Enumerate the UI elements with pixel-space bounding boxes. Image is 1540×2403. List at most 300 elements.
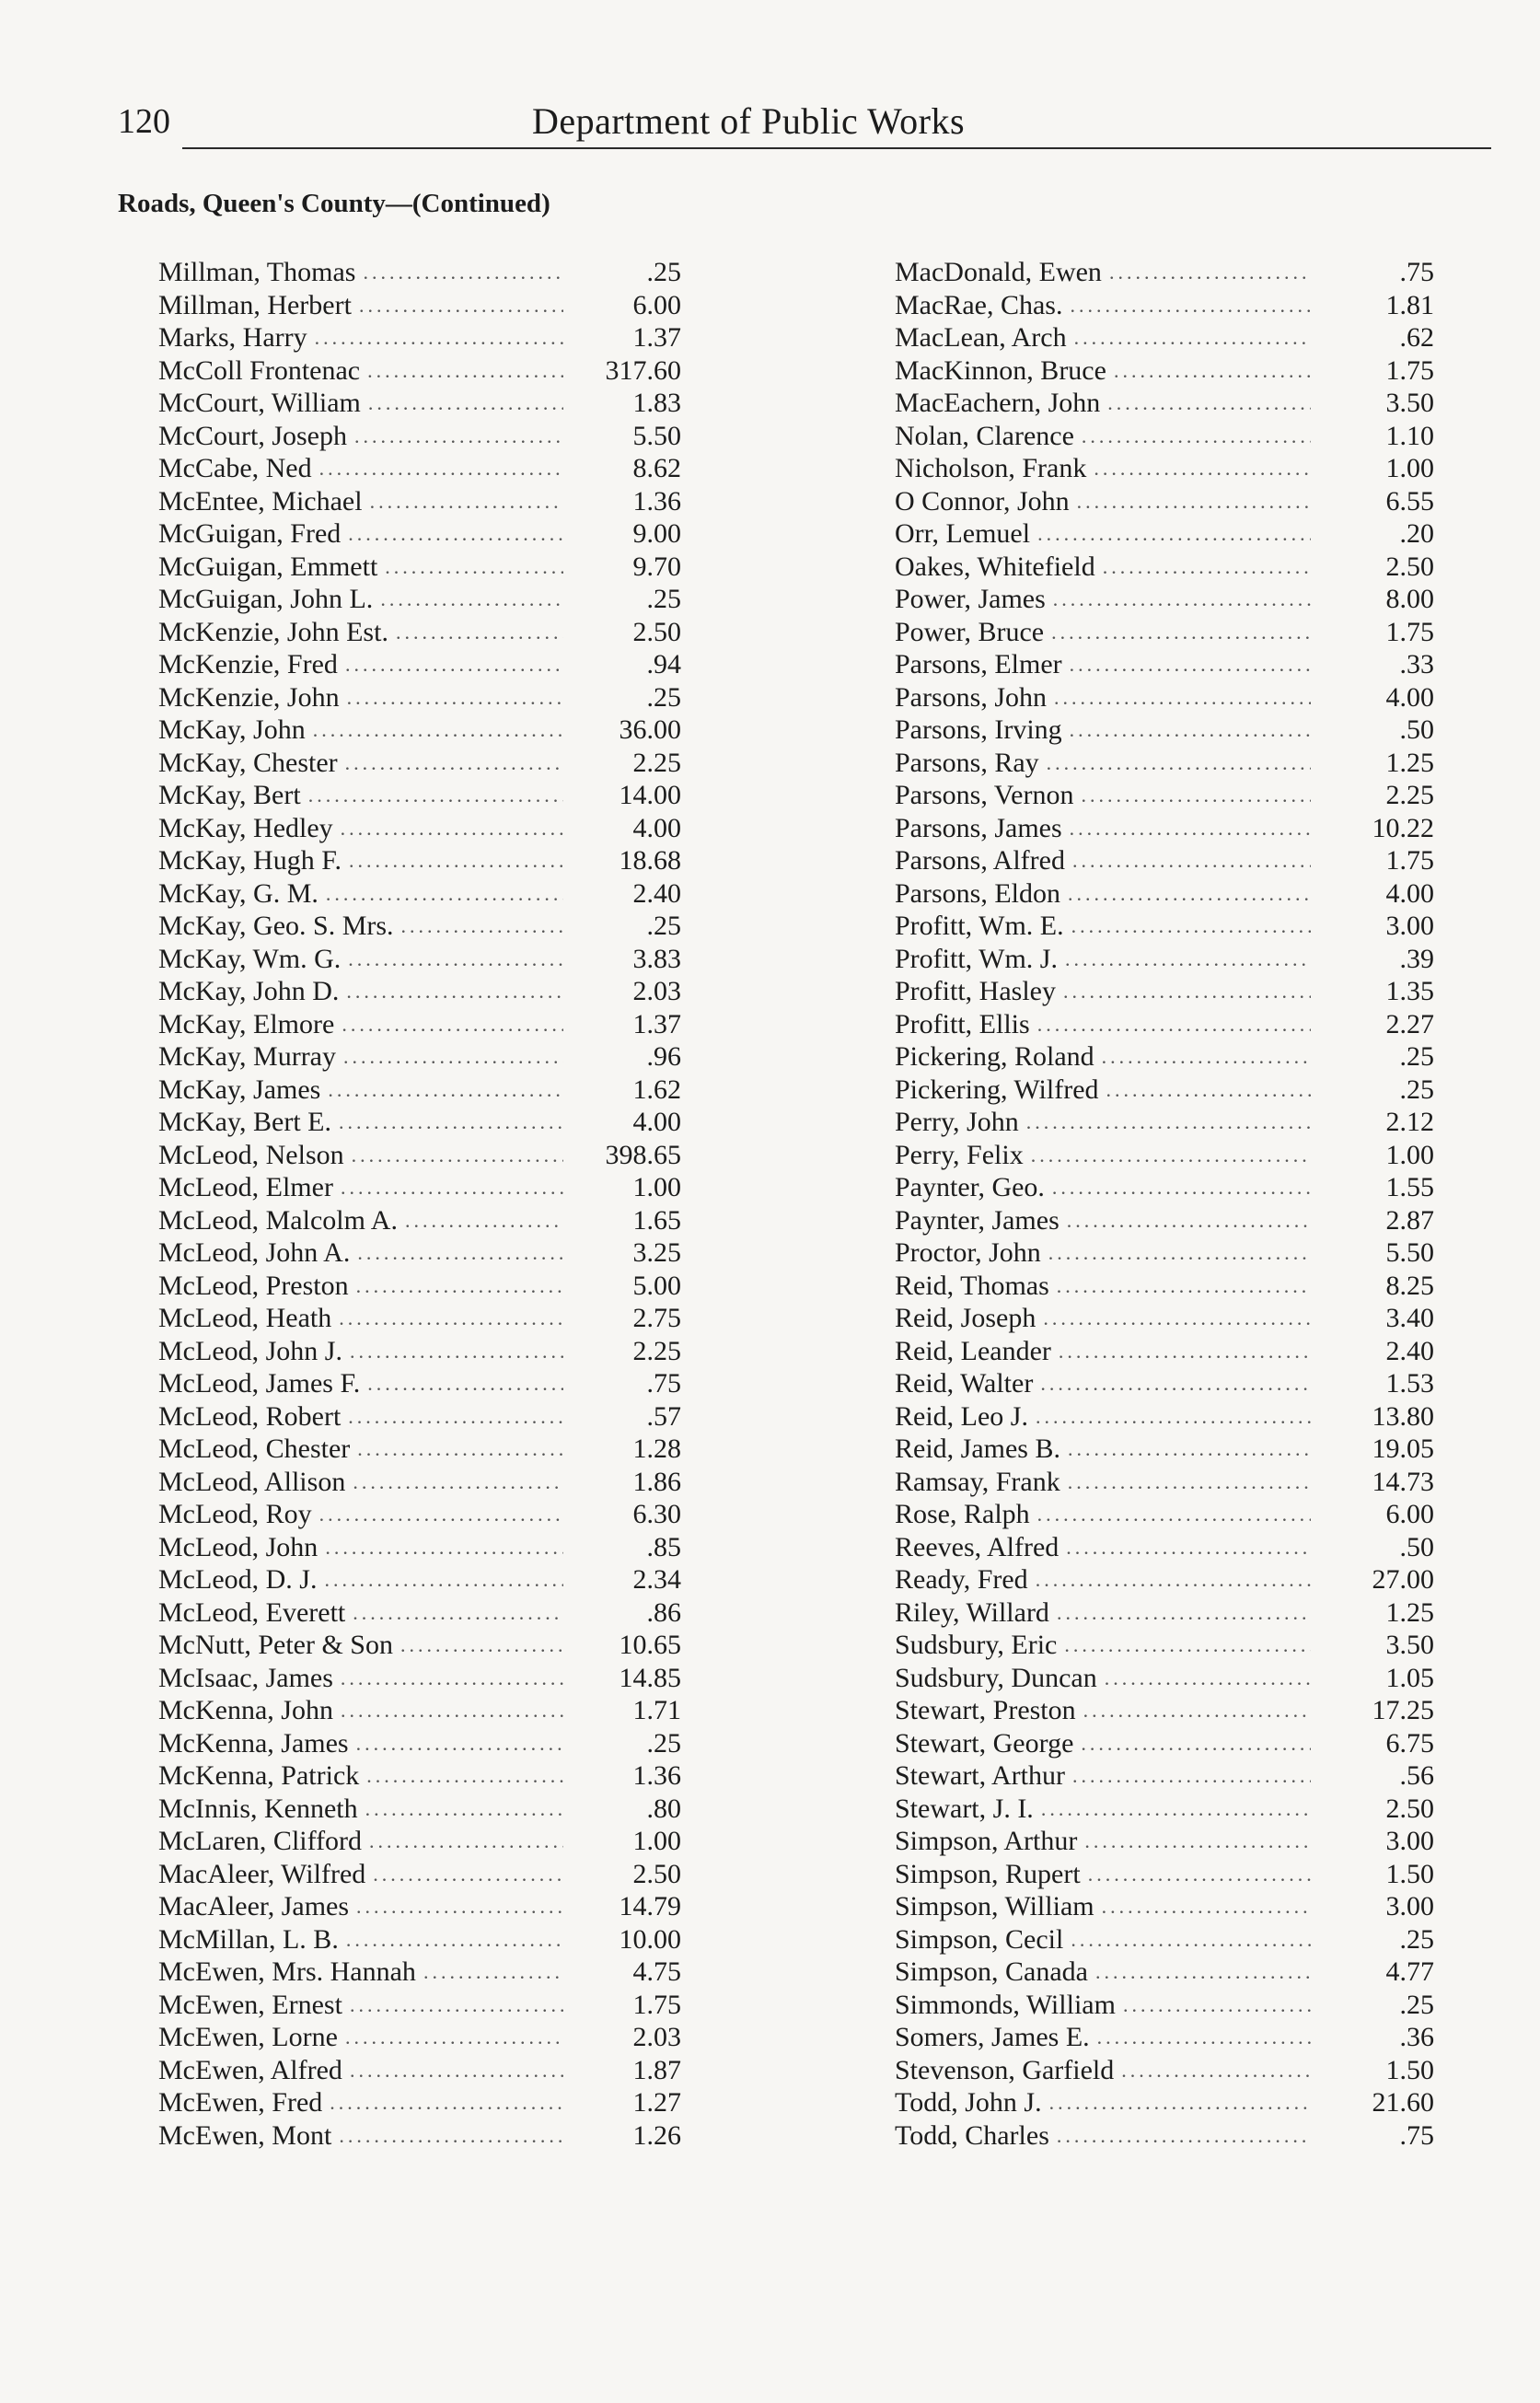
entry-amount: 14.73 <box>1372 1466 1434 1497</box>
dot-leader <box>353 1466 563 1499</box>
list-item <box>895 1727 1456 1760</box>
list-item <box>895 779 1456 812</box>
dot-leader <box>369 1825 563 1858</box>
entry-amount: .25 <box>1399 1074 1434 1105</box>
entry-amount: 1.62 <box>632 1074 681 1105</box>
entry-name: MacAleer, James <box>158 1891 350 1921</box>
list-item <box>895 1106 1456 1139</box>
entry-name: McLeod, John A. <box>158 1237 351 1268</box>
entry-amount: 5.50 <box>1385 1237 1434 1268</box>
entry-name: Parsons, Irving <box>895 714 1062 745</box>
entry-amount: 10.00 <box>619 1923 681 1955</box>
entry-name: McKay, Hedley <box>158 812 333 843</box>
list-item <box>895 2119 1456 2153</box>
entry-amount: 5.00 <box>632 1270 681 1301</box>
dot-leader <box>365 1793 563 1826</box>
dot-leader <box>1065 943 1311 976</box>
dot-leader <box>367 1367 563 1400</box>
dot-leader <box>1067 1204 1311 1237</box>
entry-name-wrap <box>158 2086 571 2119</box>
entry-name-wrap <box>895 1563 1318 1596</box>
list-item <box>895 648 1456 681</box>
list-item <box>895 1662 1456 1695</box>
entry-name-wrap <box>158 2119 571 2153</box>
entry-name: Stewart, J. I. <box>895 1793 1034 1824</box>
entry-name: Simpson, William <box>895 1891 1094 1921</box>
entry-name-wrap <box>158 1858 571 1891</box>
entry-name: Rose, Ralph <box>895 1499 1030 1529</box>
dot-leader <box>347 681 563 714</box>
list-item <box>158 1793 793 1826</box>
entry-amount: 14.00 <box>619 780 681 810</box>
list-item <box>895 1694 1456 1727</box>
entry-amount: 2.50 <box>632 1858 681 1889</box>
entry-amount: .25 <box>1399 1041 1434 1072</box>
dot-leader <box>1083 1694 1311 1727</box>
entry-name: Simpson, Rupert <box>895 1858 1081 1889</box>
list-item <box>895 321 1456 354</box>
list-item <box>158 485 793 518</box>
dot-leader <box>373 1858 563 1891</box>
dot-leader <box>423 1956 563 1989</box>
entry-name-wrap <box>158 1727 571 1760</box>
entry-amount: .25 <box>646 1727 681 1759</box>
entry-name-wrap <box>895 681 1318 714</box>
entry-amount: .80 <box>646 1793 681 1824</box>
entry-name-wrap <box>895 616 1318 649</box>
list-item <box>895 1139 1456 1172</box>
entry-name-wrap <box>158 975 571 1008</box>
entry-amount: 1.83 <box>632 388 681 418</box>
entry-amount: 9.70 <box>632 551 681 582</box>
entry-name: Oakes, Whitefield <box>895 551 1095 582</box>
dot-leader <box>339 1302 563 1335</box>
list-item <box>158 910 793 943</box>
list-item <box>158 812 793 845</box>
dot-leader <box>356 1270 563 1303</box>
entry-name-wrap <box>895 2119 1318 2153</box>
entry-amount: 1.25 <box>1385 747 1434 778</box>
entry-amount: 2.25 <box>1385 780 1434 810</box>
dot-leader <box>1095 1956 1311 1989</box>
dot-leader <box>1057 1270 1311 1303</box>
dot-leader <box>328 1074 563 1107</box>
entry-amount: 1.36 <box>632 1760 681 1791</box>
entry-name: McLeod, D. J. <box>158 1564 318 1595</box>
entry-amount: 10.65 <box>619 1630 681 1660</box>
list-item <box>158 616 793 649</box>
entry-name: Pickering, Wilfred <box>895 1074 1099 1105</box>
list-item <box>895 452 1456 485</box>
list-item <box>895 1793 1456 1826</box>
dot-leader <box>368 387 563 420</box>
list-item <box>158 1433 793 1466</box>
list-item <box>158 256 793 289</box>
entry-name-wrap <box>895 1989 1318 2022</box>
entry-amount: 1.50 <box>1385 1858 1434 1889</box>
list-item <box>158 714 793 747</box>
entry-name-wrap <box>158 910 571 943</box>
dot-leader <box>346 975 563 1008</box>
dot-leader <box>330 2086 563 2119</box>
list-item <box>895 1400 1456 1434</box>
entry-name: McKay, Wm. G. <box>158 943 342 974</box>
entry-amount: 8.00 <box>1385 584 1434 614</box>
dot-leader <box>1105 1662 1311 1695</box>
entry-name-wrap <box>158 551 571 584</box>
entry-name: Nolan, Clarence <box>895 420 1074 451</box>
list-item <box>895 2054 1456 2087</box>
list-item <box>895 1335 1456 1368</box>
list-item <box>895 1498 1456 1531</box>
list-item <box>895 1858 1456 1891</box>
entry-name-wrap <box>895 1236 1318 1270</box>
entry-amount: .94 <box>646 649 681 679</box>
entry-amount: 1.81 <box>1385 289 1434 320</box>
list-item <box>895 1825 1456 1858</box>
entry-amount: 2.27 <box>1385 1008 1434 1039</box>
list-item <box>895 2086 1456 2119</box>
entry-name-wrap <box>158 1400 571 1434</box>
entry-name-wrap <box>158 943 571 976</box>
entry-name: McColl Frontenac <box>158 354 361 386</box>
dot-leader <box>363 256 563 289</box>
dot-leader <box>1077 485 1311 518</box>
list-item <box>895 1531 1456 1564</box>
entry-name-wrap <box>158 289 571 322</box>
dot-leader <box>1037 1008 1311 1041</box>
entry-name: Reid, Leo J. <box>895 1400 1028 1432</box>
entry-amount: 1.00 <box>1385 1139 1434 1170</box>
entry-name-wrap <box>895 1956 1318 1989</box>
dot-leader <box>359 289 563 322</box>
entry-name-wrap <box>158 1662 571 1695</box>
entry-name-wrap <box>158 2054 571 2087</box>
list-item <box>158 1106 793 1139</box>
entry-name: McGuigan, Emmett <box>158 551 378 582</box>
entry-amount: 1.37 <box>632 322 681 353</box>
dot-leader <box>380 583 563 616</box>
list-item <box>158 1335 793 1368</box>
entry-name-wrap <box>895 1759 1318 1793</box>
entry-name: McKay, Bert <box>158 780 301 810</box>
dot-leader <box>1121 2054 1311 2087</box>
entry-name: McLeod, Chester <box>158 1434 351 1464</box>
entry-name: Ready, Fred <box>895 1564 1028 1595</box>
entry-amount: 2.34 <box>632 1564 681 1595</box>
entry-amount: 3.25 <box>632 1237 681 1268</box>
dot-leader <box>348 517 563 551</box>
entry-name: McKay, Chester <box>158 747 338 778</box>
list-item <box>158 1367 793 1400</box>
list-item <box>895 1008 1456 1041</box>
entry-amount: 21.60 <box>1372 2087 1434 2118</box>
list-item <box>158 289 793 322</box>
right-column <box>895 256 1456 2152</box>
entry-amount: 1.75 <box>1385 845 1434 876</box>
entry-name: McLeod, John <box>158 1531 318 1562</box>
entry-name-wrap <box>158 1498 571 1531</box>
entry-name-wrap <box>895 1335 1318 1368</box>
entry-name-wrap <box>895 420 1318 453</box>
entry-name-wrap <box>158 2021 571 2054</box>
dot-leader <box>1109 256 1311 289</box>
entry-name-wrap <box>158 747 571 780</box>
list-item <box>895 1629 1456 1662</box>
list-item <box>158 2054 793 2087</box>
list-item <box>158 1302 793 1335</box>
list-item <box>895 1466 1456 1499</box>
entry-name-wrap <box>158 877 571 911</box>
entry-name-wrap <box>158 387 571 420</box>
list-item <box>895 1563 1456 1596</box>
entry-name: McCabe, Ned <box>158 453 312 483</box>
entry-amount: 4.00 <box>1385 877 1434 909</box>
entry-name-wrap <box>158 1433 571 1466</box>
list-item <box>158 1662 793 1695</box>
entry-amount: 4.75 <box>632 1956 681 1987</box>
dot-leader <box>1057 1596 1311 1630</box>
dot-leader <box>396 616 563 649</box>
left-column <box>158 256 793 2152</box>
entry-name: Nicholson, Frank <box>895 453 1087 483</box>
entry-name-wrap <box>158 714 571 747</box>
list-item <box>895 910 1456 943</box>
list-item <box>895 812 1456 845</box>
dot-leader <box>1068 877 1311 911</box>
section-heading: Roads, Queen's County—(Continued) <box>118 189 550 218</box>
entry-amount: .75 <box>1399 257 1434 287</box>
entry-amount: 2.03 <box>632 976 681 1006</box>
entry-amount: 2.40 <box>632 877 681 909</box>
entry-amount: .62 <box>1399 322 1434 353</box>
entry-name: Marks, Harry <box>158 322 307 353</box>
entry-name-wrap <box>895 648 1318 681</box>
entry-name-wrap <box>158 1596 571 1630</box>
entry-name: Todd, Charles <box>895 2119 1049 2151</box>
list-item <box>158 420 793 453</box>
entry-name: McEwen, Fred <box>158 2087 323 2118</box>
entry-amount: 317.60 <box>605 354 681 386</box>
entry-amount: 3.83 <box>632 943 681 974</box>
entry-name-wrap <box>895 485 1318 518</box>
entry-name-wrap <box>158 1825 571 1858</box>
entry-name: McGuigan, John L. <box>158 584 374 614</box>
dot-leader <box>357 1433 563 1466</box>
dot-leader <box>1054 681 1311 714</box>
entry-amount: 1.25 <box>1385 1596 1434 1628</box>
entry-name-wrap <box>895 2054 1318 2087</box>
entry-amount: 14.85 <box>619 1662 681 1693</box>
dot-leader <box>324 1563 563 1596</box>
list-item <box>158 747 793 780</box>
entry-name: MacEachern, John <box>895 388 1101 418</box>
list-item <box>895 877 1456 911</box>
dot-leader <box>1107 387 1311 420</box>
entry-name: Profitt, Hasley <box>895 976 1056 1006</box>
entry-amount: 4.00 <box>632 1107 681 1137</box>
entry-name-wrap <box>895 517 1318 551</box>
entry-name: MacDonald, Ewen <box>895 257 1102 287</box>
dot-leader <box>1070 812 1311 845</box>
entry-name: McKenna, Patrick <box>158 1760 360 1791</box>
list-item <box>158 975 793 1008</box>
dot-leader <box>346 1923 563 1956</box>
dot-leader <box>1031 1139 1311 1172</box>
entry-name-wrap <box>158 812 571 845</box>
entry-name-wrap <box>895 1106 1318 1139</box>
dot-leader <box>1026 1106 1311 1139</box>
entry-name-wrap <box>895 1040 1318 1074</box>
list-item <box>895 1074 1456 1107</box>
entry-name: McKay, Hugh F. <box>158 845 342 876</box>
list-item <box>895 517 1456 551</box>
list-item <box>895 1040 1456 1074</box>
entry-amount: 36.00 <box>619 714 681 745</box>
entry-amount: .25 <box>1399 1989 1434 2020</box>
entry-amount: .75 <box>1399 2119 1434 2151</box>
entry-name-wrap <box>158 1759 571 1793</box>
entry-name-wrap <box>158 681 571 714</box>
entry-name-wrap <box>895 1531 1318 1564</box>
entry-amount: .96 <box>646 1041 681 1072</box>
entry-name: Reid, Leander <box>895 1335 1051 1366</box>
entry-amount: 3.50 <box>1385 1630 1434 1660</box>
entry-name: McGuigan, Fred <box>158 518 342 549</box>
entry-amount: .20 <box>1399 518 1434 549</box>
dot-leader <box>1068 1466 1311 1499</box>
entry-name-wrap <box>158 420 571 453</box>
list-item <box>158 517 793 551</box>
entry-amount: 4.77 <box>1385 1956 1434 1987</box>
entry-name-wrap <box>158 1270 571 1303</box>
list-item <box>895 844 1456 877</box>
entry-name: Sudsbury, Eric <box>895 1630 1058 1660</box>
entry-amount: .57 <box>646 1400 681 1432</box>
entry-name: McLeod, Roy <box>158 1499 312 1529</box>
dot-leader <box>326 877 563 911</box>
entry-name: Stewart, Preston <box>895 1695 1076 1725</box>
entry-name: McKenzie, John Est. <box>158 616 388 647</box>
dot-leader <box>1049 2086 1311 2119</box>
entry-name-wrap <box>895 1596 1318 1630</box>
list-item <box>895 747 1456 780</box>
entry-name-wrap <box>895 1694 1318 1727</box>
entry-amount: 3.00 <box>1385 1891 1434 1921</box>
dot-leader <box>1043 1302 1311 1335</box>
entry-amount: 1.00 <box>1385 453 1434 483</box>
entry-name-wrap <box>895 1074 1318 1107</box>
dot-leader <box>1052 1171 1311 1204</box>
list-item <box>895 943 1456 976</box>
entry-name-wrap <box>895 714 1318 747</box>
entry-name: Reid, Joseph <box>895 1303 1036 1333</box>
entry-name: McKay, Elmore <box>158 1008 335 1039</box>
entry-name-wrap <box>158 485 571 518</box>
entry-amount: 1.28 <box>632 1434 681 1464</box>
dot-leader <box>313 714 563 747</box>
dot-leader <box>1097 2021 1311 2054</box>
list-item <box>158 1858 793 1891</box>
list-item <box>895 1171 1456 1204</box>
dot-leader <box>341 812 563 845</box>
entry-name: Riley, Willard <box>895 1596 1049 1628</box>
entry-name-wrap <box>158 1204 571 1237</box>
dot-leader <box>385 551 563 584</box>
entry-name-wrap <box>895 877 1318 911</box>
entry-name: McCourt, Joseph <box>158 420 347 451</box>
list-item <box>158 452 793 485</box>
entry-name-wrap <box>895 943 1318 976</box>
entry-amount: 2.87 <box>1385 1204 1434 1236</box>
list-item <box>895 681 1456 714</box>
list-item <box>158 877 793 911</box>
entry-name: Profitt, Ellis <box>895 1008 1030 1039</box>
entry-name: McLaren, Clifford <box>158 1826 363 1856</box>
list-item <box>158 1466 793 1499</box>
dot-leader <box>1088 1858 1311 1891</box>
entry-amount: 27.00 <box>1372 1564 1434 1595</box>
entry-amount: 4.00 <box>1385 681 1434 713</box>
entry-amount: 19.05 <box>1372 1434 1434 1464</box>
dot-leader <box>356 1727 563 1760</box>
dot-leader <box>1074 321 1311 354</box>
entry-amount: 1.50 <box>1385 2054 1434 2085</box>
entry-name-wrap <box>895 354 1318 388</box>
entry-name-wrap <box>895 1793 1318 1826</box>
list-item <box>895 1302 1456 1335</box>
dot-leader <box>315 321 563 354</box>
entry-name-wrap <box>895 387 1318 420</box>
entry-name-wrap <box>895 1270 1318 1303</box>
entry-name-wrap <box>158 1466 571 1499</box>
header-rule <box>182 147 1491 149</box>
entry-amount: 1.00 <box>632 1172 681 1202</box>
list-item <box>895 2021 1456 2054</box>
entry-amount: .25 <box>1399 1923 1434 1955</box>
entry-name: Simpson, Canada <box>895 1956 1088 1987</box>
entry-name: McEwen, Alfred <box>158 2054 342 2085</box>
list-item <box>158 1629 793 1662</box>
entry-name: McKenna, James <box>158 1727 349 1759</box>
dot-leader <box>1106 1074 1311 1107</box>
entry-name-wrap <box>158 1008 571 1041</box>
entry-name: MacLean, Arch <box>895 322 1067 353</box>
entry-name-wrap <box>158 354 571 388</box>
entry-name: MacKinnon, Bruce <box>895 354 1106 386</box>
list-item <box>895 354 1456 388</box>
dot-leader <box>1068 1433 1311 1466</box>
entry-name: Profitt, Wm. J. <box>895 943 1058 974</box>
entry-amount: .75 <box>646 1368 681 1399</box>
list-item <box>158 1956 793 1989</box>
list-item <box>158 681 793 714</box>
entry-amount: 1.35 <box>1385 976 1434 1006</box>
entry-name-wrap <box>895 583 1318 616</box>
list-item <box>158 1204 793 1237</box>
entry-name-wrap <box>158 1106 571 1139</box>
entry-name: McNutt, Peter & Son <box>158 1630 393 1660</box>
entry-amount: .25 <box>646 911 681 941</box>
entry-name-wrap <box>158 1923 571 1956</box>
entry-amount: .85 <box>646 1531 681 1562</box>
dot-leader <box>1123 1989 1311 2022</box>
dot-leader <box>319 1498 563 1531</box>
entry-name: Reid, Thomas <box>895 1270 1049 1301</box>
list-item <box>895 1204 1456 1237</box>
entry-name-wrap <box>895 1204 1318 1237</box>
entry-amount: 3.50 <box>1385 388 1434 418</box>
